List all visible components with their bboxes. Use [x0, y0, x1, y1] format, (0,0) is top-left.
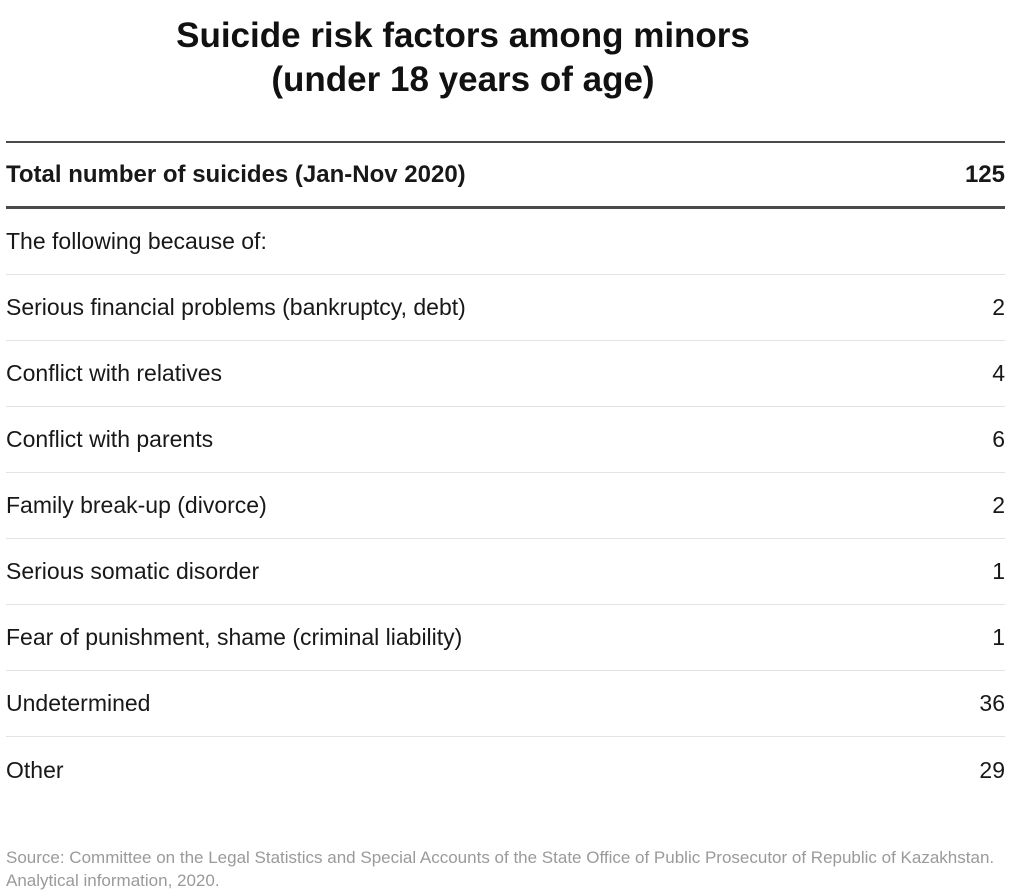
row-label: Fear of punishment, shame (criminal liability): [6, 624, 463, 650]
table-row: [6, 671, 1005, 737]
row-value: 6: [992, 426, 1005, 452]
table-row: [6, 275, 1005, 341]
table-row: [6, 737, 1005, 803]
chart-title: [0, 14, 926, 102]
row-value: 1: [992, 624, 1005, 650]
subheader-row: [6, 209, 1005, 275]
row-value: 2: [992, 492, 1005, 518]
table-row: [6, 341, 1005, 407]
table-row: [6, 473, 1005, 539]
total-label: Total number of suicides (Jan-Nov 2020): [6, 160, 466, 188]
chart-title-line-1: Suicide risk factors among minors: [176, 16, 750, 55]
row-label: Other: [6, 756, 64, 783]
data-table: [6, 141, 1005, 803]
subheader-label: The following because of:: [6, 228, 267, 254]
table-row: [6, 605, 1005, 671]
total-value: 125: [964, 160, 1005, 188]
chart-title-line-2: (under 18 years of age): [271, 60, 655, 99]
row-value: 29: [979, 756, 1005, 783]
source-note: Source: Committee on the Legal Statistics and Special Accounts of the State Office of Public Prosecutor of Republic of Kazakhstan. Analytical information, 2020.: [6, 848, 995, 890]
row-label: Serious financial problems (bankruptcy, debt): [6, 294, 466, 320]
row-value: 36: [979, 690, 1005, 716]
row-value: 4: [992, 360, 1005, 386]
total-row: [6, 143, 1005, 209]
row-label: Undetermined: [6, 690, 151, 716]
row-label: Conflict with parents: [6, 426, 214, 452]
row-value: 2: [992, 294, 1005, 320]
row-label: Family break-up (divorce): [6, 492, 267, 518]
row-value: 1: [992, 558, 1005, 584]
table-row: [6, 539, 1005, 605]
table-row: [6, 407, 1005, 473]
row-label: Conflict with relatives: [6, 360, 223, 386]
row-label: Serious somatic disorder: [6, 558, 260, 584]
